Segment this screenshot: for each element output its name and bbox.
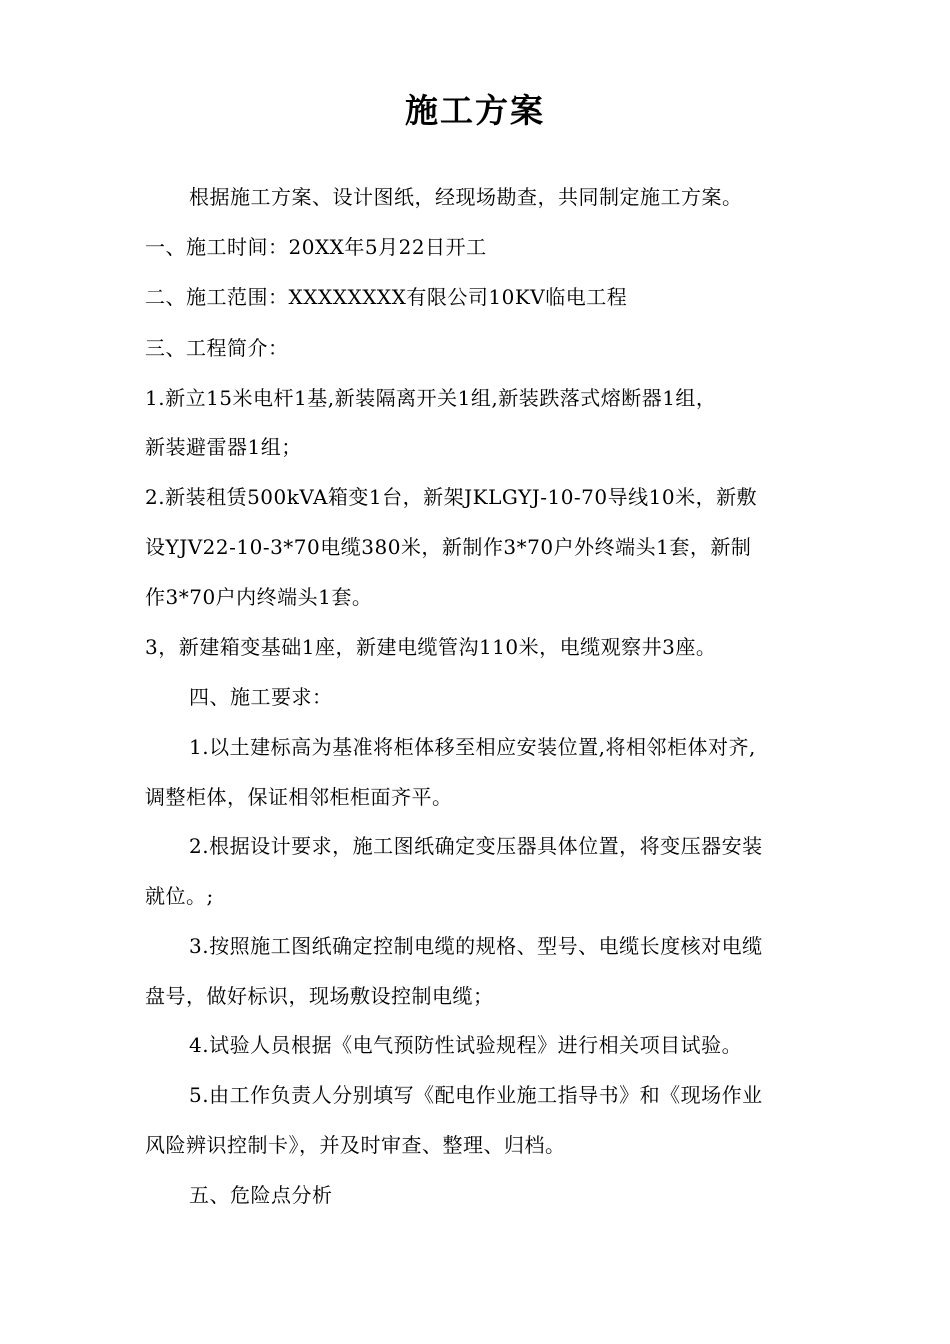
section-3-item-2-line-2: 设YJV22-10-3*70电缆380米，新制作3*70户外终端头1套，新制 bbox=[145, 535, 752, 559]
section-3-item-3: 3，新建箱变基础1座，新建电缆管沟110米，电缆观察井3座。 bbox=[145, 635, 717, 659]
document-title: 施工方案 bbox=[405, 91, 545, 130]
section-1-construction-time: 一、施工时间：20XX年5月22日开工 bbox=[145, 235, 487, 259]
section-3-item-2-line-1: 2.新装租赁500kVA箱变1台，新架JKLGYJ-10-70导线10米，新敷 bbox=[145, 485, 758, 509]
section-4-heading: 四、施工要求： bbox=[189, 685, 333, 709]
section-4-item-4: 4.试验人员根据《电气预防性试验规程》进行相关项目试验。 bbox=[189, 1033, 743, 1057]
section-4-item-2-line-2: 就位。; bbox=[145, 884, 214, 908]
section-4-item-1-line-2: 调整柜体，保证相邻柜柜面齐平。 bbox=[145, 785, 453, 809]
section-3-item-1-line-2: 新装避雷器1组； bbox=[145, 435, 302, 459]
section-5-heading: 五、危险点分析 bbox=[189, 1183, 333, 1207]
section-2-construction-scope: 二、施工范围：XXXXXXXX有限公司10KV临电工程 bbox=[145, 285, 628, 309]
section-3-item-2-line-3: 作3*70户内终端头1套。 bbox=[145, 585, 373, 609]
section-3-heading: 三、工程简介： bbox=[145, 336, 289, 360]
section-4-item-3-line-2: 盘号，做好标识，现场敷设控制电缆； bbox=[145, 984, 494, 1008]
section-4-item-5-line-2: 风险辨识控制卡》，并及时审查、整理、归档。 bbox=[145, 1133, 566, 1157]
section-4-item-2-line-1: 2.根据设计要求，施工图纸确定变压器具体位置，将变压器安装 bbox=[189, 834, 763, 858]
section-3-item-1-line-1: 1.新立15米电杆1基,新装隔离开关1组,新装跌落式熔断器1组， bbox=[145, 386, 717, 410]
section-4-item-5-line-1: 5.由工作负责人分别填写《配电作业施工指导书》和《现场作业 bbox=[189, 1083, 763, 1107]
section-4-item-3-line-1: 3.按照施工图纸确定控制电缆的规格、型号、电缆长度核对电缆 bbox=[189, 934, 763, 958]
section-4-item-1-line-1: 1.以土建标高为基准将柜体移至相应安装位置,将相邻柜体对齐, bbox=[189, 735, 756, 759]
intro-paragraph: 根据施工方案、设计图纸，经现场勘查，共同制定施工方案。 bbox=[189, 185, 743, 209]
